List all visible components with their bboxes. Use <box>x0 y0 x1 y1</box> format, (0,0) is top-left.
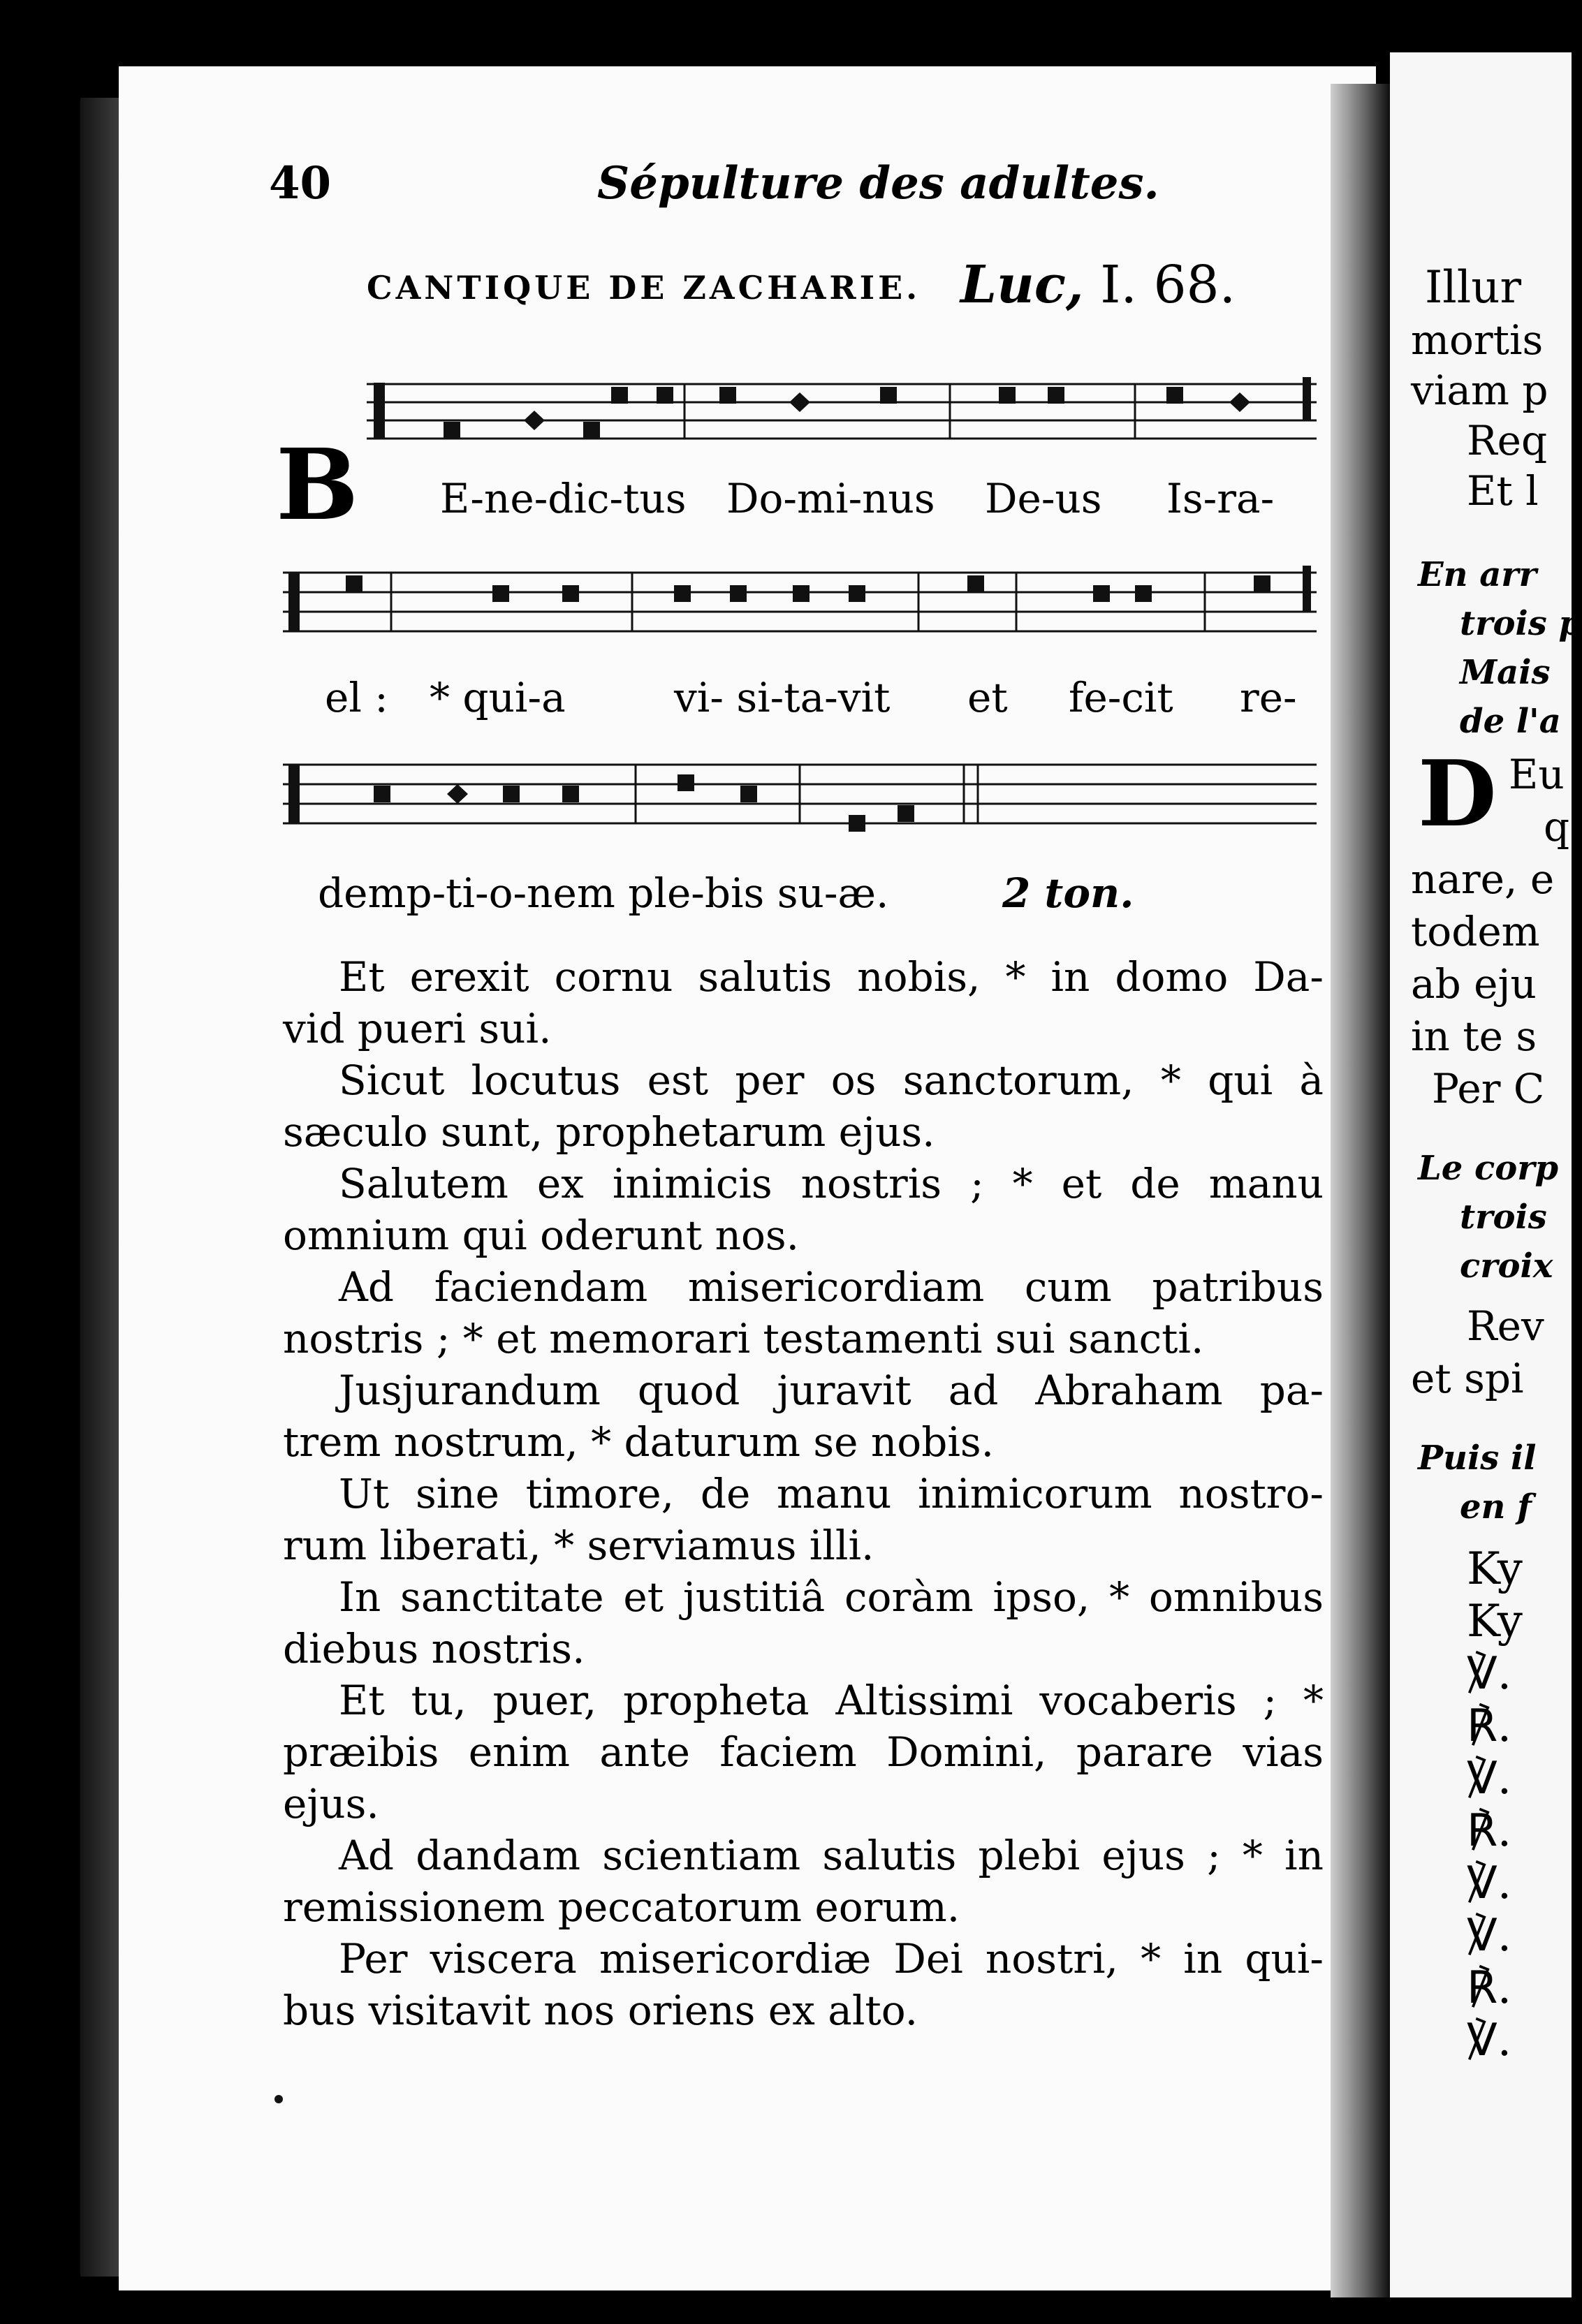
right-rubric: Mais <box>1460 653 1551 692</box>
versicle-line: Ky <box>1467 1543 1523 1595</box>
right-text: nare, e <box>1411 855 1555 903</box>
right-text: Eu <box>1509 751 1565 798</box>
text-line: vid pueri sui. <box>283 1005 552 1052</box>
text-line: Jusjurandum quod juravit ad Abraham pa- <box>339 1367 1324 1414</box>
text-line: Et tu, puer, propheta Altissimi vocaberis ; * <box>339 1677 1324 1724</box>
page-number: 40 <box>269 157 332 209</box>
lyric-syllable: * qui-a <box>430 674 566 721</box>
right-text: mortis <box>1411 316 1544 364</box>
lyric-syllable: fe-cit <box>1069 674 1173 721</box>
lyric-line-3: demp-ti-o-nem ple-bis su-æ. <box>318 869 889 917</box>
right-page-fragment <box>1390 52 1582 2297</box>
lyric-syllable: De-us <box>985 475 1102 522</box>
right-text: et spi <box>1411 1355 1524 1402</box>
versicle-line: ℣. <box>1467 2015 1512 2066</box>
right-drop-cap: D <box>1418 740 1497 847</box>
versicle-line: ℣. <box>1467 1910 1512 1962</box>
versicle-line: ℟. <box>1467 1700 1512 1752</box>
right-text: viam p <box>1411 367 1548 414</box>
canticle-text <box>283 951 1324 2036</box>
lyric-syllable: el : <box>325 674 388 721</box>
right-text: Req <box>1467 417 1548 464</box>
right-text: Rev <box>1467 1302 1544 1350</box>
text-line: sæculo sunt, prophetarum ejus. <box>283 1108 935 1156</box>
text-line: præibis enim ante faciem Domini, parare vias <box>283 1728 1324 1776</box>
printer-mark <box>274 2095 283 2103</box>
right-text: Illur <box>1425 262 1522 314</box>
text-line: bus visitavit nos oriens ex alto. <box>283 1987 918 2034</box>
text-line: Ut sine timore, de manu inimicorum nostro- <box>339 1470 1324 1517</box>
text-line: ejus. <box>283 1780 379 1827</box>
versicle-line: ℟. <box>1467 1805 1512 1857</box>
drop-cap: B <box>276 428 359 543</box>
right-rubric: de l'a <box>1460 702 1561 741</box>
right-rubric: En arr <box>1418 555 1537 594</box>
right-text: in te s <box>1411 1013 1537 1060</box>
scripture-citation <box>960 255 1236 315</box>
versicle-line: ℣. <box>1467 1648 1512 1700</box>
versicle-line: ℟. <box>1467 1962 1512 2014</box>
text-line: In sanctitate et justitiâ coràm ipso, * omnibus <box>339 1573 1324 1621</box>
canticle-title: CANTIQUE DE ZACHARIE. <box>367 269 921 307</box>
chant-staff-2 <box>283 566 1317 642</box>
lyric-syllable: et <box>967 674 1008 721</box>
text-line: Ad faciendam misericordiam cum patribus <box>339 1263 1324 1311</box>
lyric-syllable: Do-mi-nus <box>726 475 935 522</box>
text-line: rum liberati, * serviamus illi. <box>283 1522 874 1569</box>
versicle-line: ℣. <box>1467 1858 1512 1909</box>
right-text: Per C <box>1432 1065 1545 1112</box>
text-line: Sicut locutus est per os sanctorum, * qui à <box>339 1057 1324 1104</box>
text-line: diebus nostris. <box>283 1625 585 1672</box>
versicle-line: Ky <box>1467 1596 1523 1647</box>
lyric-syllable: Is-ra- <box>1166 475 1275 522</box>
citation-book: Luc, <box>960 255 1084 315</box>
text-line: Et erexit cornu salutis nobis, * in domo Da- <box>339 953 1324 1001</box>
text-line: trem nostrum, * daturum se nobis. <box>283 1418 995 1466</box>
right-rubric: trois <box>1460 1198 1547 1237</box>
page-header <box>269 157 1317 213</box>
right-text: q <box>1544 803 1570 851</box>
chant-staff-3 <box>283 758 1317 848</box>
text-line: remissionem peccatorum eorum. <box>283 1883 960 1931</box>
text-line: nostris ; * et memorari testamenti sui sancti. <box>283 1315 1204 1362</box>
lyric-syllable: re- <box>1240 674 1297 721</box>
lyric-syllable: E-ne-dic-tus <box>440 475 687 522</box>
text-line: Salutem ex inimicis nostris ; * et de manu <box>339 1160 1324 1207</box>
right-rubric: croix <box>1460 1246 1553 1286</box>
text-line: Per viscera misericordiæ Dei nostri, * in qui- <box>339 1935 1324 1983</box>
versicle-line: ℣. <box>1467 1753 1512 1804</box>
lyric-syllable: vi- si-ta-vit <box>674 674 891 721</box>
psalm-tone: 2 ton. <box>1002 869 1134 917</box>
right-text: ab eju <box>1411 960 1537 1008</box>
right-text: todem <box>1411 908 1540 955</box>
citation-reference: I. 68. <box>1100 255 1236 315</box>
right-rubric: trois p <box>1460 604 1582 643</box>
right-rubric: en f <box>1460 1487 1532 1527</box>
text-line: omnium qui oderunt nos. <box>283 1212 800 1259</box>
chant-staff-1 <box>367 377 1317 447</box>
right-rubric: Le corp <box>1418 1149 1559 1188</box>
running-title: Sépulture des adultes. <box>597 157 1159 209</box>
right-rubric: Puis il <box>1418 1439 1537 1478</box>
right-text: Et l <box>1467 467 1539 515</box>
text-line: Ad dandam scientiam salutis plebi ejus ; * in <box>339 1832 1324 1879</box>
